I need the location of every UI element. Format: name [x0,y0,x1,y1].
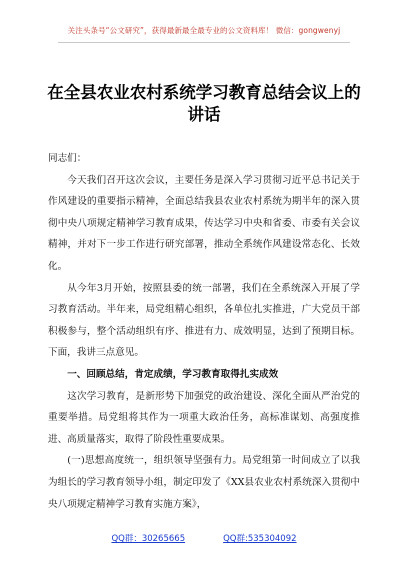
body-paragraph: 从今年3月开始，按照县委的统一部署，我们在全系统深入开展了学习教育活动。半年来，局党组精心组织，各单位扎实推进，广大党员干部积极参与，整个活动组织有序、推进有力、成效明显，达到了预期目标。下面，我讲三点意见。 [48,282,360,359]
salutation: 同志们： [48,153,87,164]
footer [0,532,408,544]
section-heading: 一、回顾总结，肯定成绩，学习教育取得扎实成效 [67,368,279,380]
footer-qq-group-2[interactable]: QQ群:535304092 [223,534,297,544]
header-divider [58,42,350,43]
body-paragraph: 今天我们召开这次会议，主要任务是深入学习贯彻习近平总书记关于作风建设的重要指示精神，全面总结我县农业农村系统为期半年的深入贯彻中央八项规定精神学习教育成果，传达学习中央和省委、市委有关会议精神，并对下一步工作进行研究部署，推动全系统作风建设常态化、长效化。 [48,174,360,272]
footer-qq-group-1[interactable]: QQ群：30265665 [111,534,186,544]
header-note: 关注头条号“公文研究”，获得最新最全最专业的公文资料库！ 微信：gongwenyj [67,26,341,35]
document-body [48,148,360,515]
body-paragraph: 这次学习教育，是新形势下加强党的政治建设、深化全面从严治党的重要举措。局党组将其作为一项重大政治任务，高标准谋划、高强度推进、高质量落实，取得了阶段性重要成果。 [48,390,360,445]
body-paragraph: (一)思想高度统一，组织领导坚强有力。局党组第一时间成立了以我为组长的学习教育领导小组，制定印发了《XX县农业农村系统深入贯彻中央八项规定精神学习教育实施方案》， [48,455,360,510]
document-title: 在全县农业农村系统学习教育总结会议上的讲话 [47,83,361,124]
